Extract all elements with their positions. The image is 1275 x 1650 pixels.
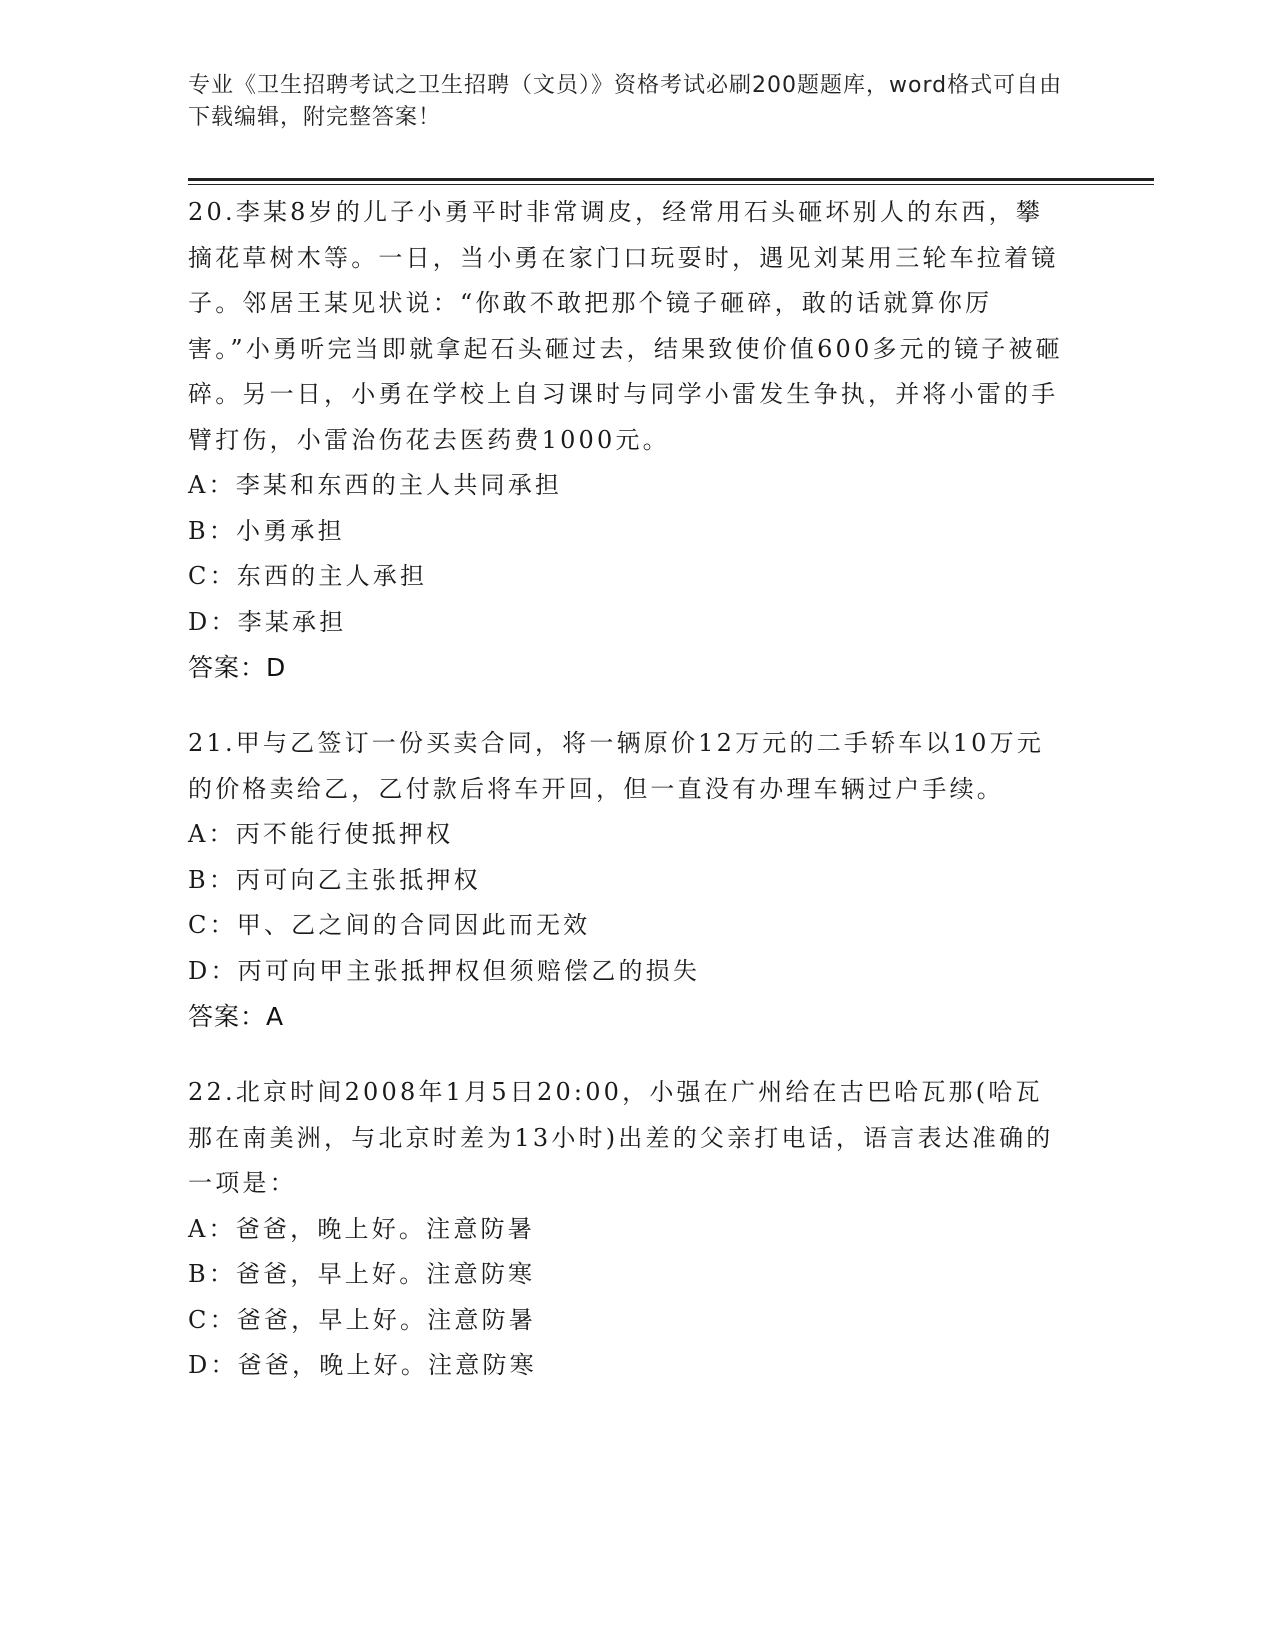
question-22 (188, 1070, 1068, 1389)
question-stem: 22.北京时间2008年1月5日20:00，小强在广州给在古巴哈瓦那(哈瓦那在南美洲，与北京时差为13小时)出差的父亲打电话，语言表达准确的一项是： (188, 1078, 1054, 1197)
answer-label: 答案：D (188, 653, 287, 682)
question-stem: 20.李某8岁的儿子小勇平时非常调皮，经常用石头砸坏别人的东西，攀摘花草树木等。一日，当小勇在家门口玩耍时，遇见刘某用三轮车拉着镜子。邻居王某见状说：“你敢不敢把那个镜子砸碎，敢的话就算你厉害。”小勇听完当即就拿起石头砸过去，结果致使价值600多元的镜子被砸碎。另一日，小勇在学校上自习课时与同学小雷发生争执，并将小雷的手臂打伤，小雷治伤花去医药费1000元。 (188, 198, 1063, 454)
document-header: 专业《卫生招聘考试之卫生招聘（文员）》资格考试必刷200题题库，word格式可自由下载编辑，附完整答案！ (188, 73, 1063, 130)
option-c: C：东西的主人承担 (188, 562, 428, 590)
question-21 (188, 721, 1068, 1040)
option-c: C：爸爸，早上好。注意防暑 (188, 1305, 536, 1334)
option-b: B：小勇承担 (188, 516, 345, 545)
option-b: B：爸爸，早上好。注意防寒 (188, 1260, 536, 1288)
header-rule-thick (188, 178, 1154, 181)
question-list (188, 190, 1068, 1419)
option-c: C：甲、乙之间的合同因此而无效 (188, 911, 591, 939)
question-stem: 21.甲与乙签订一份买卖合同，将一辆原价12万元的二手轿车以10万元的价格卖给乙，乙付款后将车开回，但一直没有办理车辆过户手续。 (188, 729, 1045, 803)
option-d: D：李某承担 (188, 607, 347, 636)
answer-label: 答案：A (188, 1002, 285, 1031)
option-d: D：爸爸，晚上好。注意防寒 (188, 1351, 537, 1379)
question-20 (188, 190, 1068, 691)
header-rule-thin (188, 184, 1154, 185)
option-a: A：丙不能行使抵押权 (188, 820, 454, 848)
option-a: A：爸爸，晚上好。注意防暑 (188, 1214, 535, 1243)
option-b: B：丙可向乙主张抵押权 (188, 865, 481, 894)
option-d: D：丙可向甲主张抵押权但须赔偿乙的损失 (188, 956, 701, 985)
option-a: A：李某和东西的主人共同承担 (188, 471, 563, 499)
